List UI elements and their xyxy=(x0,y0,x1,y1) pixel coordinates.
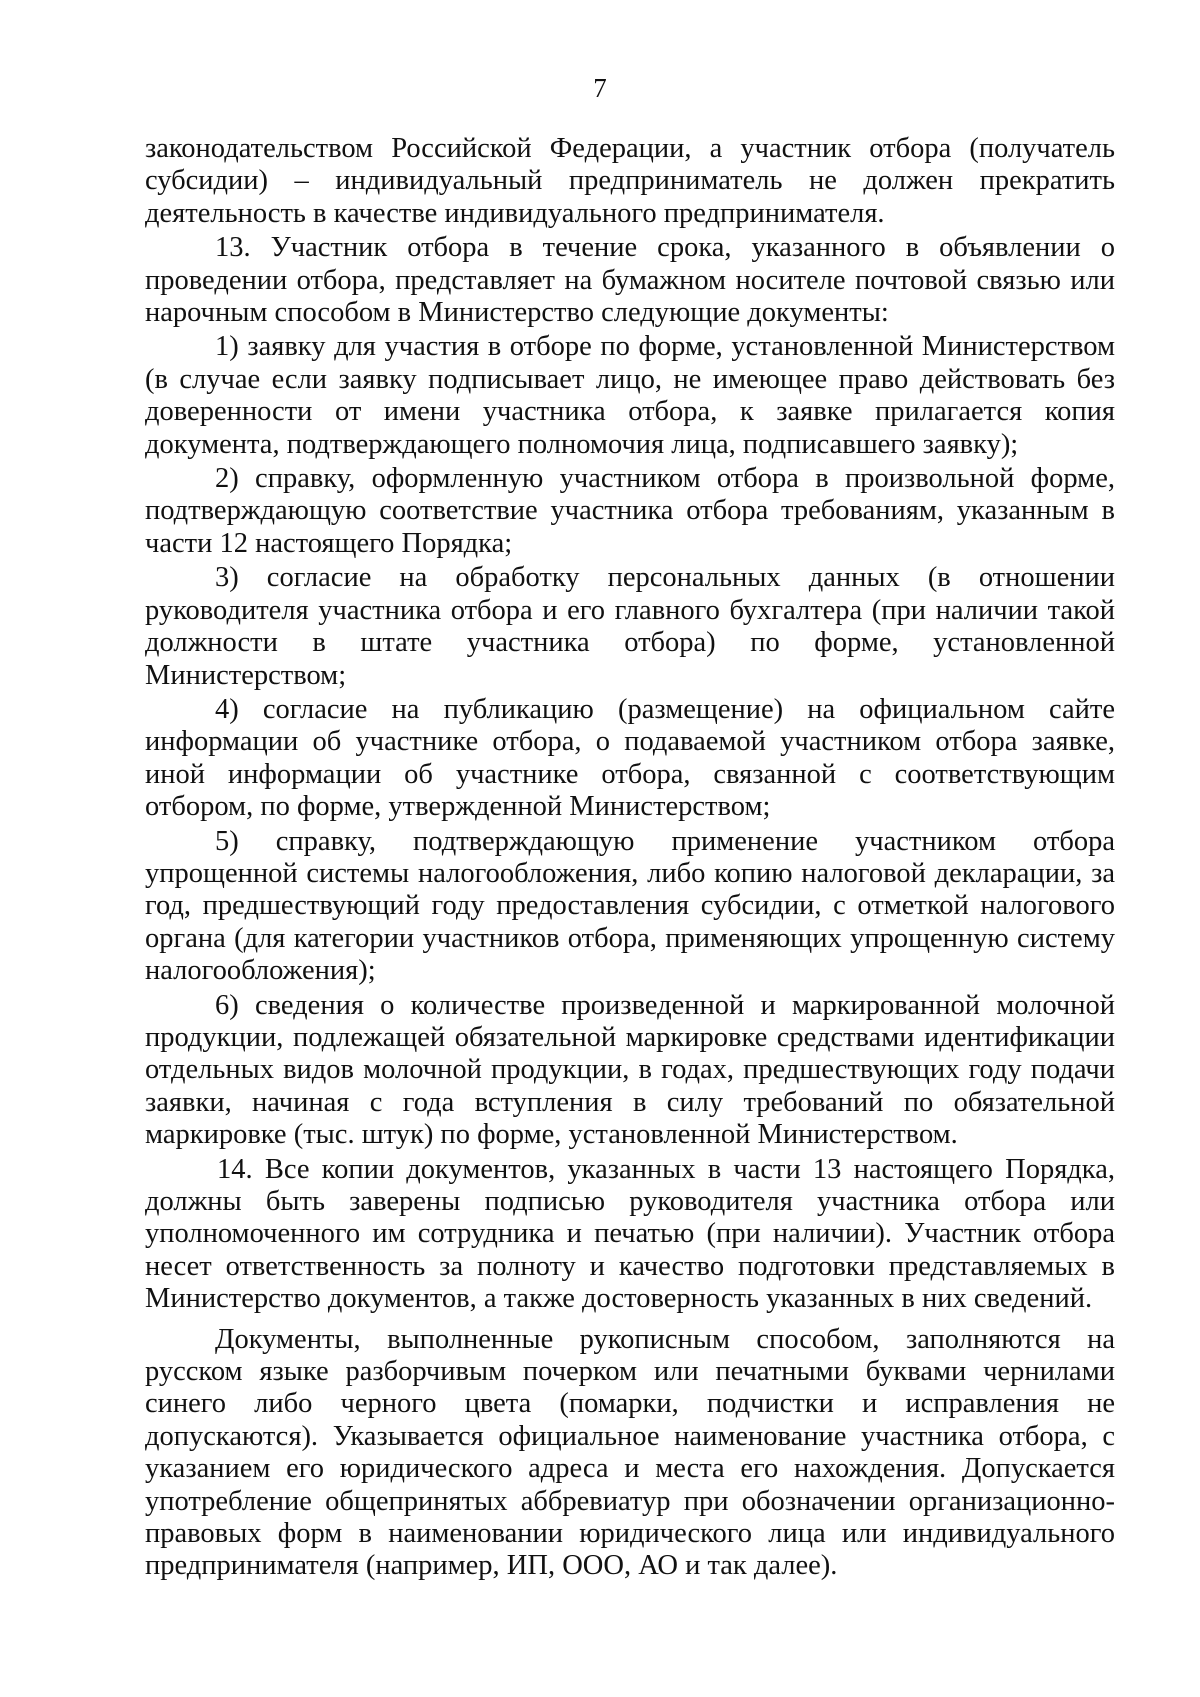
paragraph-subitem-2: 2) справку, оформленную участником отбора в произвольной форме, подтверждающую соответствие участника отбора требованиям, указанным в части 12 настоящего Порядка; xyxy=(145,463,1115,559)
page-number: 7 xyxy=(593,73,607,103)
document-body xyxy=(145,133,1115,1583)
paragraph-subitem-1: 1) заявку для участия в отборе по форме, установленной Министерством (в случае если заявку подписывает лицо, не имеющее право действовать без доверенности от имени участника отбора, к заявке прилагается копия документа, подтверждающего полномочия лица, подписавшего заявку); xyxy=(145,331,1115,460)
paragraph-subitem-6: 6) сведения о количестве произведенной и маркированной молочной продукции, подлежащей обязательной маркировке средствами идентификации отдельных видов молочной продукции, в годах, предшествующих году подачи заявки, начиная с года вступления в силу требований по обязательной маркировке (тыс. штук) по форме, установленной Министерством. xyxy=(145,989,1115,1151)
paragraph-handwritten-documents: Документы, выполненные рукописным способом, заполняются на русском языке разборчивым почерком или печатными буквами чернилами синего либо черного цвета (помарки, подчистки и исправления не допускаются). Указывается официальное наименование участника отбора, с указанием его юридического адреса и места его нахождения. Допускается употребление общепринятых аббревиатур при обозначении организационно-правовых форм в наименовании юридического лица или индивидуального предпринимателя (например, ИП, ООО, АО и так далее). xyxy=(145,1323,1115,1582)
paragraph-subitem-3: 3) согласие на обработку персональных данных (в отношении руководителя участника отбора и его главного бухгалтера (при наличии такой должности в штате участника отбора) по форме, установленной Министерством; xyxy=(145,562,1115,691)
paragraph-subitem-5: 5) справку, подтверждающую применение участником отбора упрощенной системы налогообложения, либо копию налоговой декларации, за год, предшествующий году предоставления субсидии, с отметкой налогового органа (для категории участников отбора, применяющих упрощенную систему налогообложения); xyxy=(145,825,1115,987)
paragraph-item-13: 13. Участник отбора в течение срока, указанного в объявлении о проведении отбора, представляет на бумажном носителе почтовой связью или нарочным способом в Министерство следующие документы: xyxy=(145,232,1115,329)
paragraph-item-14: 14. Все копии документов, указанных в части 13 настоящего Порядка, должны быть заверены подписью руководителя участника отбора или уполномоченного им сотрудника и печатью (при наличии). Участник отбора несет ответственность за полноту и качество подготовки представляемых в Министерство документов, а также достоверность указанных в них сведений. xyxy=(145,1153,1115,1315)
paragraph-continuation: законодательством Российской Федерации, а участник отбора (получатель субсидии) – индивидуальный предприниматель не должен прекратить деятельность в качестве индивидуального предпринимателя. xyxy=(145,133,1115,229)
paragraph-subitem-4: 4) согласие на публикацию (размещение) на официальном сайте информации об участнике отбора, о подаваемой участником отбора заявке, иной информации об участнике отбора, связанной с соответствующим отбором, по форме, утвержденной Министерством; xyxy=(145,693,1115,823)
